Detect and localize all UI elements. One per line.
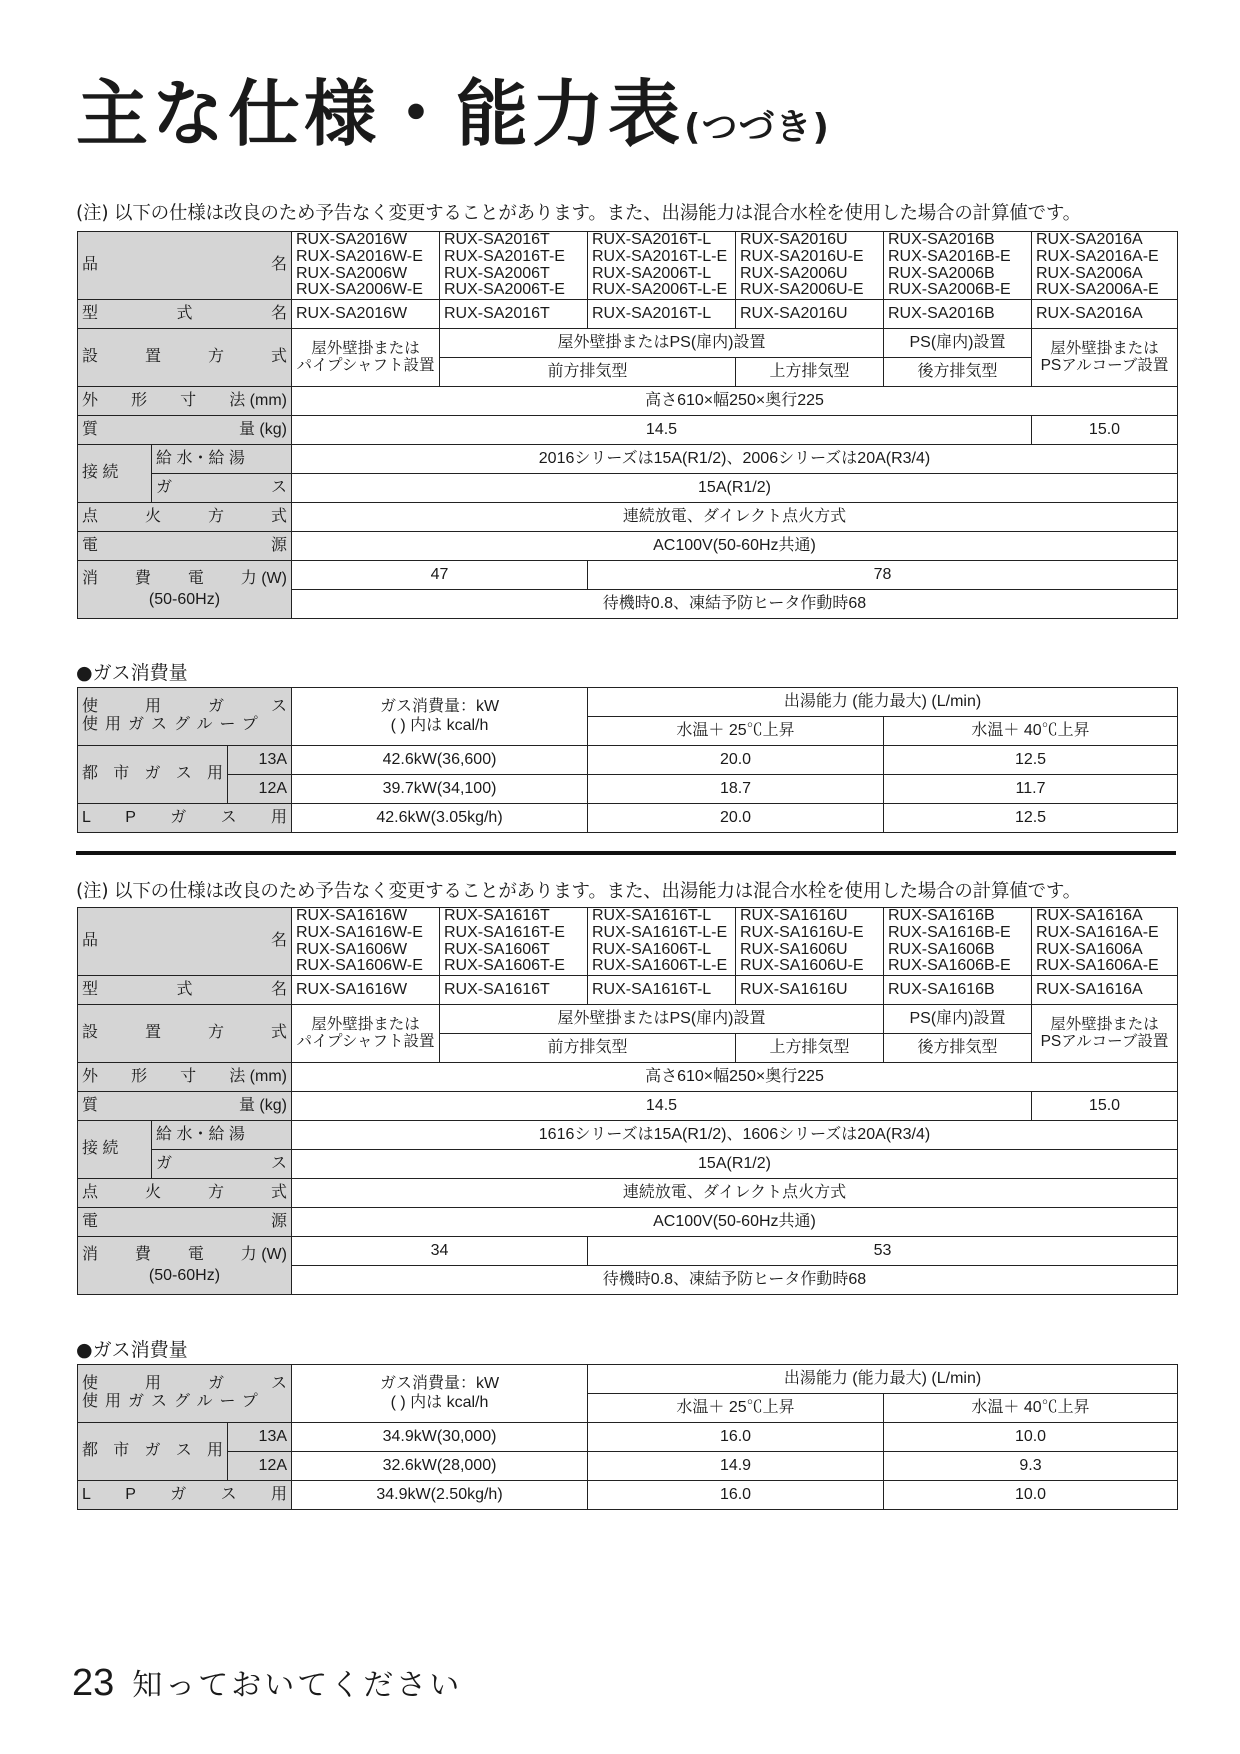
spec-note-2: (注) 以下の仕様は改良のため予告なく変更することがあります。また、出湯能力は混合水栓を使用した場合の計算値です。 [76, 881, 1081, 902]
model-list: RUX-SA2016U RUX-SA2016U-E RUX-SA2006U RUX-SA2006U-E [736, 232, 884, 300]
output-25-value: 16.0 [588, 1481, 884, 1510]
type-cell: RUX-SA1616U [736, 976, 884, 1005]
install-outdoor-ps: 屋外壁掛またはPS(扉内)設置 [440, 329, 884, 358]
standby-value: 待機時0.8、凍結予防ヒータ作動時68 [292, 1266, 1178, 1295]
row-label-katashiki: 型 式 名 [78, 300, 292, 329]
model-list: RUX-SA1616U RUX-SA1616U-E RUX-SA1606U RUX-SA1606U-E [736, 908, 884, 976]
row-label-shiyou-gas: 使 用 ガ ス 使用ガスグループ [78, 1365, 292, 1423]
output-40-header: 水温＋ 40℃上昇 [884, 1394, 1178, 1423]
dimensions-value: 高さ610×幅250×奥行225 [292, 387, 1178, 416]
output-25-header: 水温＋ 25℃上昇 [588, 717, 884, 746]
table-row [78, 232, 1178, 300]
install-alcove: 屋外壁掛または PSアルコーブ設置 [1032, 329, 1178, 387]
gas-consumption-value: 34.9kW(2.50kg/h) [292, 1481, 588, 1510]
gas-consumption-value: 39.7kW(34,100) [292, 775, 588, 804]
output-25-value: 20.0 [588, 746, 884, 775]
gas-consumption-header: ガス消費量：kW ( ) 内は kcal/h [292, 1365, 588, 1423]
spec-note-1: (注) 以下の仕様は改良のため予告なく変更することがあります。また、出湯能力は混合水栓を使用した場合の計算値です。 [76, 203, 1081, 224]
model-list: RUX-SA1616W RUX-SA1616W-E RUX-SA1606W RUX-SA1606W-E [292, 908, 440, 976]
table-row [78, 804, 1178, 833]
row-label-dengen: 電 源 [78, 1208, 292, 1237]
table-row [78, 445, 1178, 474]
gas-consumption-value: 32.6kW(28,000) [292, 1452, 588, 1481]
row-label-tenka: 点 火 方 式 [78, 1179, 292, 1208]
mass-value-a: 15.0 [1032, 1092, 1178, 1121]
table-row [78, 688, 1178, 717]
output-header: 出湯能力 (能力最大) (L/min) [588, 688, 1178, 717]
model-list: RUX-SA2016B RUX-SA2016B-E RUX-SA2006B RUX-SA2006B-E [884, 232, 1032, 300]
section-divider [76, 851, 1176, 855]
row-label-shiyou-gas: 使 用 ガ ス 使用ガスグループ [78, 688, 292, 746]
type-cell: RUX-SA2016W [292, 300, 440, 329]
install-alcove: 屋外壁掛または PSアルコーブ設置 [1032, 1005, 1178, 1063]
model-list: RUX-SA1616T-L RUX-SA1616T-L-E RUX-SA1606T-L RUX-SA1606T-L-E [588, 908, 736, 976]
table-row [78, 1452, 1178, 1481]
ignition-value: 連続放電、ダイレクト点火方式 [292, 503, 1178, 532]
type-cell: RUX-SA1616T-L [588, 976, 736, 1005]
exhaust-top: 上方排気型 [736, 358, 884, 387]
exhaust-top: 上方排気型 [736, 1034, 884, 1063]
row-label-shitsuryo: 質 量 (kg) [78, 1092, 292, 1121]
row-label-shitsuryo: 質 量 (kg) [78, 416, 292, 445]
table-row [78, 1208, 1178, 1237]
output-25-value: 14.9 [588, 1452, 884, 1481]
dimensions-value: 高さ610×幅250×奥行225 [292, 1063, 1178, 1092]
output-25-value: 18.7 [588, 775, 884, 804]
page-number: 23 [72, 1662, 115, 1704]
consumption-value-a: 34 [292, 1237, 588, 1266]
install-pipe-shaft: 屋外壁掛または パイプシャフト設置 [292, 329, 440, 387]
page-footer [72, 1660, 462, 1705]
type-cell: RUX-SA1616A [1032, 976, 1178, 1005]
output-40-value: 11.7 [884, 775, 1178, 804]
gas-consumption-header: ガス消費量：kW ( ) 内は kcal/h [292, 688, 588, 746]
table-row [78, 775, 1178, 804]
row-label-gaikei: 外 形 寸 法 (mm) [78, 387, 292, 416]
spec-table-1 [77, 231, 1178, 619]
install-pipe-shaft: 屋外壁掛または パイプシャフト設置 [292, 1005, 440, 1063]
row-label-toshi-gas: 都 市 ガ ス 用 [78, 1423, 228, 1481]
mass-value: 14.5 [292, 1092, 1032, 1121]
type-cell: RUX-SA2016A [1032, 300, 1178, 329]
gas-connection-value: 15A(R1/2) [292, 1150, 1178, 1179]
row-label-kyusui: 給 水・給 湯 [152, 1121, 292, 1150]
row-label-gas: ガ ス [152, 1150, 292, 1179]
page-title: 主な仕様・能力表(つづき) [76, 72, 830, 156]
row-label-shohi: 消 費 電 力 (W) (50-60Hz) [78, 1237, 292, 1295]
row-label-gas: ガ ス [152, 474, 292, 503]
output-header: 出湯能力 (能力最大) (L/min) [588, 1365, 1178, 1394]
model-list: RUX-SA1616T RUX-SA1616T-E RUX-SA1606T RUX-SA1606T-E [440, 908, 588, 976]
table-row [78, 1150, 1178, 1179]
gas-consumption-value: 42.6kW(3.05kg/h) [292, 804, 588, 833]
gas-consumption-value: 42.6kW(36,600) [292, 746, 588, 775]
install-outdoor-ps: 屋外壁掛またはPS(扉内)設置 [440, 1005, 884, 1034]
output-40-value: 12.5 [884, 746, 1178, 775]
table-row [78, 561, 1178, 590]
row-label-tenka: 点 火 方 式 [78, 503, 292, 532]
power-value: AC100V(50-60Hz共通) [292, 532, 1178, 561]
table-row [78, 1423, 1178, 1452]
type-cell: RUX-SA1616B [884, 976, 1032, 1005]
gas-group-12a: 12A [228, 1452, 292, 1481]
row-label-gaikei: 外 形 寸 法 (mm) [78, 1063, 292, 1092]
page-title-sub: (つづき) [684, 107, 830, 148]
table-row [78, 1481, 1178, 1510]
gas-connection-value: 15A(R1/2) [292, 474, 1178, 503]
table-row [78, 474, 1178, 503]
row-label-toshi-gas: 都 市 ガ ス 用 [78, 746, 228, 804]
table-row [78, 746, 1178, 775]
table-row [78, 387, 1178, 416]
model-list: RUX-SA2016A RUX-SA2016A-E RUX-SA2006A RUX-SA2006A-E [1032, 232, 1178, 300]
table-row [78, 329, 1178, 358]
install-ps: PS(扉内)設置 [884, 1005, 1032, 1034]
type-cell: RUX-SA1616W [292, 976, 440, 1005]
table-row [78, 1063, 1178, 1092]
row-label-shohi: 消 費 電 力 (W) (50-60Hz) [78, 561, 292, 619]
row-label-hinmei: 品 名 [78, 908, 292, 976]
standby-value: 待機時0.8、凍結予防ヒータ作動時68 [292, 590, 1178, 619]
spec-table-2 [77, 907, 1178, 1295]
table-row [78, 1365, 1178, 1394]
ignition-value: 連続放電、ダイレクト点火方式 [292, 1179, 1178, 1208]
install-ps: PS(扉内)設置 [884, 329, 1032, 358]
table-row [78, 1121, 1178, 1150]
table-row [78, 503, 1178, 532]
table-row [78, 532, 1178, 561]
model-list: RUX-SA2016T-L RUX-SA2016T-L-E RUX-SA2006T-L RUX-SA2006T-L-E [588, 232, 736, 300]
output-40-value: 10.0 [884, 1481, 1178, 1510]
mass-value-a: 15.0 [1032, 416, 1178, 445]
table-row [78, 976, 1178, 1005]
table-row [78, 1237, 1178, 1266]
exhaust-back: 後方排気型 [884, 1034, 1032, 1063]
water-connection-value: 2016シリーズは15A(R1/2)、2006シリーズは20A(R3/4) [292, 445, 1178, 474]
output-40-value: 12.5 [884, 804, 1178, 833]
type-cell: RUX-SA2016U [736, 300, 884, 329]
gas-consumption-value: 34.9kW(30,000) [292, 1423, 588, 1452]
mass-value: 14.5 [292, 416, 1032, 445]
output-40-value: 10.0 [884, 1423, 1178, 1452]
gas-section-title-2: ●ガス消費量 [76, 1339, 188, 1361]
type-cell: RUX-SA2016T-L [588, 300, 736, 329]
model-list: RUX-SA2016T RUX-SA2016T-E RUX-SA2006T RUX-SA2006T-E [440, 232, 588, 300]
water-connection-value: 1616シリーズは15A(R1/2)、1606シリーズは20A(R3/4) [292, 1121, 1178, 1150]
power-value: AC100V(50-60Hz共通) [292, 1208, 1178, 1237]
exhaust-front: 前方排気型 [440, 358, 736, 387]
exhaust-back: 後方排気型 [884, 358, 1032, 387]
table-row [78, 416, 1178, 445]
output-25-value: 16.0 [588, 1423, 884, 1452]
table-row [78, 1005, 1178, 1034]
output-40-header: 水温＋ 40℃上昇 [884, 717, 1178, 746]
consumption-value-a: 47 [292, 561, 588, 590]
output-40-value: 9.3 [884, 1452, 1178, 1481]
gas-group-12a: 12A [228, 775, 292, 804]
row-label-setsuzoku: 接 続 [78, 445, 152, 503]
row-label-setchi: 設 置 方 式 [78, 1005, 292, 1063]
model-list: RUX-SA1616B RUX-SA1616B-E RUX-SA1606B RUX-SA1606B-E [884, 908, 1032, 976]
consumption-value-b: 78 [588, 561, 1178, 590]
table-row [78, 1179, 1178, 1208]
type-cell: RUX-SA1616T [440, 976, 588, 1005]
row-label-dengen: 電 源 [78, 532, 292, 561]
type-cell: RUX-SA2016B [884, 300, 1032, 329]
row-label-katashiki: 型 式 名 [78, 976, 292, 1005]
row-label-hinmei: 品 名 [78, 232, 292, 300]
table-row [78, 908, 1178, 976]
consumption-value-b: 53 [588, 1237, 1178, 1266]
output-25-value: 20.0 [588, 804, 884, 833]
gas-table-1 [77, 687, 1178, 833]
row-label-setsuzoku: 接 続 [78, 1121, 152, 1179]
row-label-lp-gas: L P ガ ス 用 [78, 804, 292, 833]
gas-section-title-1: ●ガス消費量 [76, 662, 188, 684]
exhaust-front: 前方排気型 [440, 1034, 736, 1063]
gas-table-2 [77, 1364, 1178, 1510]
output-25-header: 水温＋ 25℃上昇 [588, 1394, 884, 1423]
gas-group-13a: 13A [228, 746, 292, 775]
gas-group-13a: 13A [228, 1423, 292, 1452]
row-label-setchi: 設 置 方 式 [78, 329, 292, 387]
row-label-lp-gas: L P ガ ス 用 [78, 1481, 292, 1510]
footer-section-title: 知っておいてください [132, 1668, 463, 1703]
model-list: RUX-SA1616A RUX-SA1616A-E RUX-SA1606A RUX-SA1606A-E [1032, 908, 1178, 976]
row-label-kyusui: 給 水・給 湯 [152, 445, 292, 474]
model-list: RUX-SA2016W RUX-SA2016W-E RUX-SA2006W RUX-SA2006W-E [292, 232, 440, 300]
type-cell: RUX-SA2016T [440, 300, 588, 329]
table-row [78, 300, 1178, 329]
table-row [78, 1092, 1178, 1121]
